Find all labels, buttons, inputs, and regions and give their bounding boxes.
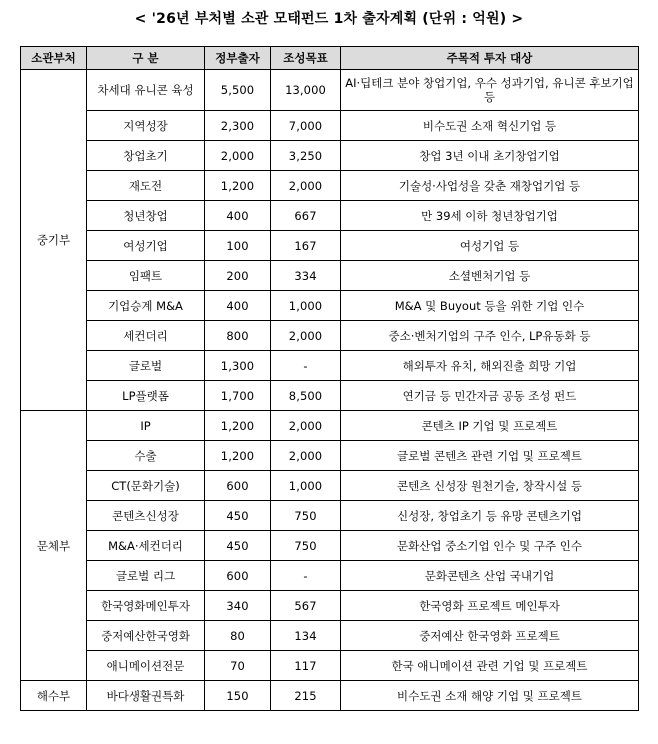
table-row xyxy=(21,681,639,711)
category-cell: 세컨더리 xyxy=(87,321,205,351)
gov-investment-cell: 2,000 xyxy=(205,141,271,171)
target-cell: 117 xyxy=(271,651,341,681)
purpose-cell: 콘텐츠 IP 기업 및 프로젝트 xyxy=(341,411,639,441)
gov-investment-cell: 100 xyxy=(205,231,271,261)
purpose-cell: 신성장, 창업초기 등 유망 콘텐츠기업 xyxy=(341,501,639,531)
target-cell: 1,000 xyxy=(271,291,341,321)
gov-investment-cell: 80 xyxy=(205,621,271,651)
category-cell: 글로벌 리그 xyxy=(87,561,205,591)
gov-investment-cell: 1,200 xyxy=(205,411,271,441)
table-row xyxy=(21,561,639,591)
target-cell: 667 xyxy=(271,201,341,231)
gov-investment-cell: 150 xyxy=(205,681,271,711)
table-row xyxy=(21,231,639,261)
target-cell: 2,000 xyxy=(271,321,341,351)
category-cell: LP플랫폼 xyxy=(87,381,205,411)
table-row xyxy=(21,351,639,381)
table-body xyxy=(21,70,639,711)
category-cell: 지역성장 xyxy=(87,111,205,141)
table-header-row xyxy=(21,47,639,70)
purpose-cell: 한국영화 프로젝트 메인투자 xyxy=(341,591,639,621)
table-row xyxy=(21,411,639,441)
table-row xyxy=(21,501,639,531)
gov-investment-cell: 1,200 xyxy=(205,171,271,201)
category-cell: 애니메이션전문 xyxy=(87,651,205,681)
category-cell: CT(문화기술) xyxy=(87,471,205,501)
gov-investment-cell: 600 xyxy=(205,471,271,501)
table-row xyxy=(21,591,639,621)
target-cell: 2,000 xyxy=(271,441,341,471)
target-cell: 13,000 xyxy=(271,70,341,111)
gov-investment-cell: 450 xyxy=(205,531,271,561)
investment-plan-table xyxy=(20,46,639,711)
ministry-cell: 해수부 xyxy=(21,681,87,711)
header-ministry: 소관부처 xyxy=(21,47,87,70)
target-cell: 215 xyxy=(271,681,341,711)
table-row xyxy=(21,171,639,201)
purpose-cell: 연기금 등 민간자금 공동 조성 펀드 xyxy=(341,381,639,411)
gov-investment-cell: 450 xyxy=(205,501,271,531)
table-row xyxy=(21,111,639,141)
category-cell: M&A·세컨더리 xyxy=(87,531,205,561)
purpose-cell: 문화콘텐츠 산업 국내기업 xyxy=(341,561,639,591)
target-cell: 2,000 xyxy=(271,171,341,201)
purpose-cell: 기술성·사업성을 갖춘 재창업기업 등 xyxy=(341,171,639,201)
purpose-cell: 소셜벤처기업 등 xyxy=(341,261,639,291)
target-cell: 334 xyxy=(271,261,341,291)
table-row xyxy=(21,261,639,291)
gov-investment-cell: 1,200 xyxy=(205,441,271,471)
target-cell: 167 xyxy=(271,231,341,261)
category-cell: 수출 xyxy=(87,441,205,471)
category-cell: 청년창업 xyxy=(87,201,205,231)
gov-investment-cell: 600 xyxy=(205,561,271,591)
gov-investment-cell: 1,700 xyxy=(205,381,271,411)
purpose-cell: 콘텐츠 신성장 원천기술, 창작시설 등 xyxy=(341,471,639,501)
purpose-cell: AI·딥테크 분야 창업기업, 우수 성과기업, 유니콘 후보기업 등 xyxy=(341,70,639,111)
category-cell: 중저예산한국영화 xyxy=(87,621,205,651)
purpose-cell: 여성기업 등 xyxy=(341,231,639,261)
purpose-cell: 창업 3년 이내 초기창업기업 xyxy=(341,141,639,171)
ministry-cell: 중기부 xyxy=(21,70,87,411)
header-target: 조성목표 xyxy=(271,47,341,70)
gov-investment-cell: 400 xyxy=(205,291,271,321)
table-row xyxy=(21,70,639,111)
header-gov-investment: 정부출자 xyxy=(205,47,271,70)
category-cell: 재도전 xyxy=(87,171,205,201)
target-cell: 8,500 xyxy=(271,381,341,411)
table-row xyxy=(21,621,639,651)
target-cell: 3,250 xyxy=(271,141,341,171)
target-cell: 750 xyxy=(271,501,341,531)
ministry-cell: 문체부 xyxy=(21,411,87,681)
purpose-cell: 만 39세 이하 청년창업기업 xyxy=(341,201,639,231)
table-row xyxy=(21,531,639,561)
target-cell: 7,000 xyxy=(271,111,341,141)
gov-investment-cell: 340 xyxy=(205,591,271,621)
header-category: 구 분 xyxy=(87,47,205,70)
table-row xyxy=(21,291,639,321)
category-cell: 기업승계 M&A xyxy=(87,291,205,321)
target-cell: 134 xyxy=(271,621,341,651)
category-cell: 창업초기 xyxy=(87,141,205,171)
category-cell: 바다생활권특화 xyxy=(87,681,205,711)
target-cell: 750 xyxy=(271,531,341,561)
table-row xyxy=(21,471,639,501)
document-title: < '26년 부처별 소관 모태펀드 1차 출자계획 (단위 : 억원) > xyxy=(134,11,524,27)
purpose-cell: 중저예산 한국영화 프로젝트 xyxy=(341,621,639,651)
category-cell: 차세대 유니콘 육성 xyxy=(87,70,205,111)
category-cell: IP xyxy=(87,411,205,441)
gov-investment-cell: 2,300 xyxy=(205,111,271,141)
header-purpose: 주목적 투자 대상 xyxy=(341,47,639,70)
purpose-cell: 비수도권 소재 해양 기업 및 프로젝트 xyxy=(341,681,639,711)
gov-investment-cell: 5,500 xyxy=(205,70,271,111)
table-row xyxy=(21,321,639,351)
category-cell: 여성기업 xyxy=(87,231,205,261)
category-cell: 한국영화메인투자 xyxy=(87,591,205,621)
purpose-cell: 비수도권 소재 혁신기업 등 xyxy=(341,111,639,141)
gov-investment-cell: 70 xyxy=(205,651,271,681)
gov-investment-cell: 800 xyxy=(205,321,271,351)
target-cell: - xyxy=(271,351,341,381)
gov-investment-cell: 400 xyxy=(205,201,271,231)
gov-investment-cell: 200 xyxy=(205,261,271,291)
purpose-cell: 글로벌 콘텐츠 관련 기업 및 프로젝트 xyxy=(341,441,639,471)
category-cell: 임팩트 xyxy=(87,261,205,291)
target-cell: - xyxy=(271,561,341,591)
purpose-cell: 중소·벤처기업의 구주 인수, LP유동화 등 xyxy=(341,321,639,351)
gov-investment-cell: 1,300 xyxy=(205,351,271,381)
table-row xyxy=(21,141,639,171)
table-row xyxy=(21,201,639,231)
purpose-cell: 한국 애니메이션 관련 기업 및 프로젝트 xyxy=(341,651,639,681)
category-cell: 콘텐츠신성장 xyxy=(87,501,205,531)
table-row xyxy=(21,441,639,471)
target-cell: 2,000 xyxy=(271,411,341,441)
target-cell: 1,000 xyxy=(271,471,341,501)
category-cell: 글로벌 xyxy=(87,351,205,381)
purpose-cell: M&A 및 Buyout 등을 위한 기업 인수 xyxy=(341,291,639,321)
table-row xyxy=(21,381,639,411)
purpose-cell: 문화산업 중소기업 인수 및 구주 인수 xyxy=(341,531,639,561)
purpose-cell: 해외투자 유치, 해외진출 희망 기업 xyxy=(341,351,639,381)
target-cell: 567 xyxy=(271,591,341,621)
table-row xyxy=(21,651,639,681)
